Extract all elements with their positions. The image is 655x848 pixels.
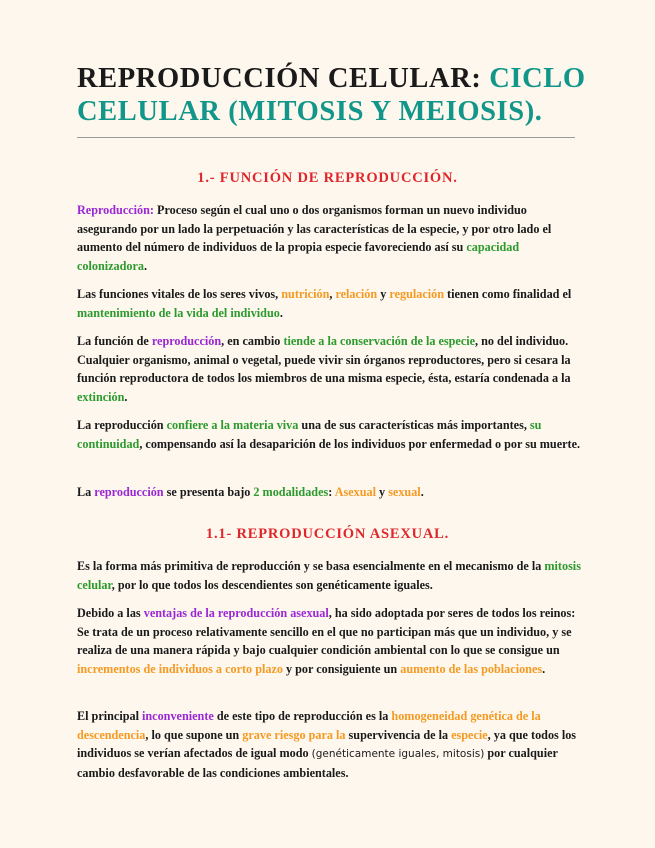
title-main: REPRODUCCIÓN CELULAR: — [77, 63, 490, 94]
term-materia-viva: confiere a la materia viva — [166, 418, 299, 432]
term-especie: especie — [451, 727, 488, 742]
text: y — [377, 287, 390, 301]
paragraph-inconveniente — [77, 707, 583, 782]
paragraph-forma-primitiva — [77, 557, 583, 594]
term-nutricion: nutrición — [281, 287, 330, 301]
section-heading-asexual: 1.1- REPRODUCCIÓN ASEXUAL. — [205, 526, 450, 542]
term-asexual: Asexual — [334, 485, 376, 499]
text: , ha sido adoptada por seres de todos los reinos: Se trata de un proceso relativamente sencillo en el que no participan más que un individuo, y se realiza de una manera rápida y bajo cualquier condición ambiental con lo que se consigue un — [77, 606, 576, 657]
section-heading-reproduccion: 1.- FUNCIÓN DE REPRODUCCIÓN. — [197, 170, 458, 186]
text: Es la forma más primitiva de reproducción y se basa esencialmente en el mecanismo de la — [77, 559, 545, 573]
text: El principal — [77, 709, 143, 723]
term-reproduccion: reproducción — [151, 334, 222, 348]
text: . — [124, 389, 128, 404]
paragraph-modalidades — [77, 483, 583, 502]
text: . — [144, 258, 148, 273]
paragraph-ventajas — [77, 604, 583, 678]
text: La — [77, 485, 95, 499]
text: . — [279, 305, 283, 320]
text: , ya que todos los individuos se verían afectados de igual modo — [77, 727, 577, 760]
page-title — [77, 62, 597, 128]
title-divider — [77, 137, 575, 138]
text: tienen como finalidad el — [444, 287, 572, 301]
text: supervivencia de la — [345, 727, 452, 742]
text: Proceso según el cual uno o dos organismos forman un nuevo individuo asegurando por un lado la perpetuación y las características de la especie, y por otro lado el aumento del número de individuos de la propia especie favoreciendo así su — [77, 203, 552, 254]
text: Las funciones vitales de los seres vivos, — [77, 287, 282, 301]
term-relacion: relación — [335, 287, 378, 301]
text: una de sus características más importantes, — [298, 418, 530, 432]
title-accent: CICLO CELULAR (MITOSIS Y MEIOSIS). — [77, 63, 586, 127]
term-reproduccion: reproducción — [94, 485, 164, 499]
text: , compensando así la desaparición de los individuos por enfermedad o por su muerte. — [139, 436, 581, 451]
text: y por consiguiente un — [282, 661, 401, 676]
text: , en cambio — [221, 334, 284, 348]
text: , lo que supone un — [145, 727, 243, 742]
note-geneticamente-iguales: (genéticamente iguales, mitosis) — [311, 748, 485, 760]
term-mitosis-celular: mitosis celular — [77, 559, 581, 592]
term-reproduccion: Reproducción: — [77, 203, 154, 217]
paragraph-funcion-reproduccion — [77, 332, 583, 406]
term-grave-riesgo: grave riesgo para la — [242, 727, 346, 742]
text: , — [329, 287, 336, 301]
paragraph-funciones-vitales — [77, 285, 583, 322]
term-mantenimiento: mantenimiento de la vida del individuo — [77, 305, 280, 320]
term-regulacion: regulación — [389, 287, 444, 301]
term-incrementos: incrementos de individuos a corto plazo — [77, 661, 283, 676]
term-extincion: extinción — [77, 389, 125, 404]
text: se presenta bajo — [163, 485, 254, 499]
text: . — [542, 661, 546, 676]
term-aumento-poblaciones: aumento de las poblaciones — [400, 661, 543, 676]
text: por cualquier cambio desfavorable de las condiciones ambientales. — [77, 746, 558, 780]
term-sexual: sexual — [388, 485, 421, 499]
text: . — [420, 485, 424, 499]
term-homogeneidad: homogeneidad genética de la descendencia — [77, 709, 541, 742]
term-conservacion-especie: tiende a la conservación de la especie — [283, 334, 476, 348]
term-continuidad: su continuidad — [77, 418, 542, 451]
text: La reproducción — [77, 418, 167, 432]
text: , por lo que todos los descendientes son genéticamente iguales. — [111, 577, 433, 592]
text: : — [328, 485, 335, 499]
paragraph-definicion — [77, 201, 583, 275]
paragraph-continuidad — [77, 416, 583, 453]
text: La función de — [77, 334, 152, 348]
text: Debido a las — [77, 606, 144, 620]
term-ventajas-asexual: ventajas de la reproducción asexual — [143, 606, 329, 620]
term-capacidad-colonizadora: capacidad colonizadora — [77, 240, 520, 273]
text: , no del individuo. Cualquier organismo, animal o vegetal, puede vivir sin órganos reproductores, pero si cesara la función reproductora de todos los miembros de una misma especie, ésta, estaría condenada a la — [77, 334, 571, 385]
term-inconveniente: inconveniente — [142, 709, 214, 723]
term-modalidades: 2 modalidades — [253, 485, 329, 499]
text: de este tipo de reproducción es la — [213, 709, 392, 723]
text: y — [376, 485, 389, 499]
